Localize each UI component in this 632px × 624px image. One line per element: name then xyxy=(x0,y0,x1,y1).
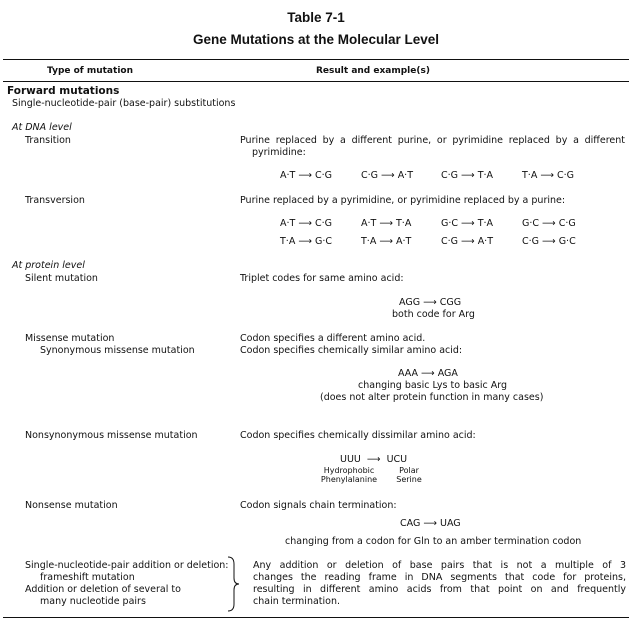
transition-desc-line1: Purine replaced by a different purine, or pyrimidine replaced by a different xyxy=(240,135,625,146)
nonsynonymous-label: Nonsynonymous missense mutation xyxy=(25,430,198,441)
transition-example: C·G ⟶ A·T xyxy=(361,170,414,181)
nonsynonymous-to-note: Polar Serine xyxy=(396,466,422,484)
bottom-rule xyxy=(3,617,629,618)
missense-note-1: changing basic Lys to basic Arg xyxy=(358,380,508,391)
dna-level-label: At DNA level xyxy=(12,122,72,133)
transition-label: Transition xyxy=(25,135,71,146)
transversion-example: T·A ⟶ G·C xyxy=(280,236,333,247)
top-rule xyxy=(3,59,629,60)
transversion-example: C·G ⟶ A·T xyxy=(441,236,494,247)
transversion-example: G·C ⟶ C·G xyxy=(522,218,576,229)
transversion-example: T·A ⟶ A·T xyxy=(361,236,412,247)
transversion-example: A·T ⟶ C·G xyxy=(280,218,333,229)
header-type-of-mutation: Type of mutation xyxy=(47,66,133,76)
transversion-label: Transversion xyxy=(25,195,85,206)
header-rule xyxy=(3,81,629,82)
section-forward-mutations: Forward mutations xyxy=(7,85,120,97)
brace-icon xyxy=(226,556,240,612)
protein-level-label: At protein level xyxy=(12,260,85,271)
transition-example: C·G ⟶ T·A xyxy=(441,170,494,181)
transversion-desc: Purine replaced by a pyrimidine, or pyrimidine replaced by a purine: xyxy=(240,195,566,206)
silent-example: AGG ⟶ CGG xyxy=(399,297,462,308)
transversion-example: G·C ⟶ T·A xyxy=(441,218,494,229)
nonsense-example: CAG ⟶ UAG xyxy=(400,518,461,529)
frameshift-desc-line4: chain termination. xyxy=(253,596,341,607)
nonsense-label: Nonsense mutation xyxy=(25,500,118,511)
table-title: Gene Mutations at the Molecular Level xyxy=(192,32,440,47)
silent-mutation-label: Silent mutation xyxy=(25,273,98,284)
missense-example: AAA ⟶ AGA xyxy=(398,368,458,379)
transversion-example: C·G ⟶ G·C xyxy=(522,236,576,247)
frameshift-label-1: Single-nucleotide-pair addition or deletion: xyxy=(25,560,229,571)
header-result-and-examples: Result and example(s) xyxy=(316,66,430,76)
transition-desc-line2: pyrimidine: xyxy=(252,147,306,158)
frameshift-desc-line3: resulting in different amino acids from that point on and frequently xyxy=(253,584,626,595)
nonsynonymous-from-note: Hydrophobic Phenylalanine xyxy=(320,466,378,484)
frameshift-label-3: Addition or deletion of several to xyxy=(25,584,181,595)
missense-label: Missense mutation xyxy=(25,333,115,344)
section-subtitle: Single-nucleotide-pair (base-pair) substitutions xyxy=(12,98,236,109)
frameshift-desc-line2: changes the reading frame in DNA segments that code for proteins, xyxy=(253,572,626,583)
transition-example: T·A ⟶ C·G xyxy=(522,170,575,181)
synonymous-missense-label: Synonymous missense mutation xyxy=(40,345,195,356)
nonsynonymous-example: UUU ⟶ UCU xyxy=(340,454,408,465)
nonsense-note: changing from a codon for Gln to an amber termination codon xyxy=(285,536,582,547)
synonymous-missense-desc: Codon specifies chemically similar amino acid: xyxy=(240,345,463,356)
transition-example: A·T ⟶ C·G xyxy=(280,170,333,181)
frameshift-desc-line1: Any addition or deletion of base pairs that is not a multiple of 3 xyxy=(253,560,626,571)
frameshift-label-4: many nucleotide pairs xyxy=(40,596,146,607)
silent-note: both code for Arg xyxy=(392,309,475,320)
table-number: Table 7-1 xyxy=(287,10,345,25)
frameshift-label-2: frameshift mutation xyxy=(40,572,135,583)
missense-note-2: (does not alter protein function in many cases) xyxy=(320,392,544,403)
nonsense-desc: Codon signals chain termination: xyxy=(240,500,397,511)
nonsynonymous-desc: Codon specifies chemically dissimilar amino acid: xyxy=(240,430,476,441)
transversion-example: A·T ⟶ T·A xyxy=(361,218,412,229)
silent-mutation-desc: Triplet codes for same amino acid: xyxy=(240,273,404,284)
missense-desc: Codon specifies a different amino acid. xyxy=(240,333,426,344)
